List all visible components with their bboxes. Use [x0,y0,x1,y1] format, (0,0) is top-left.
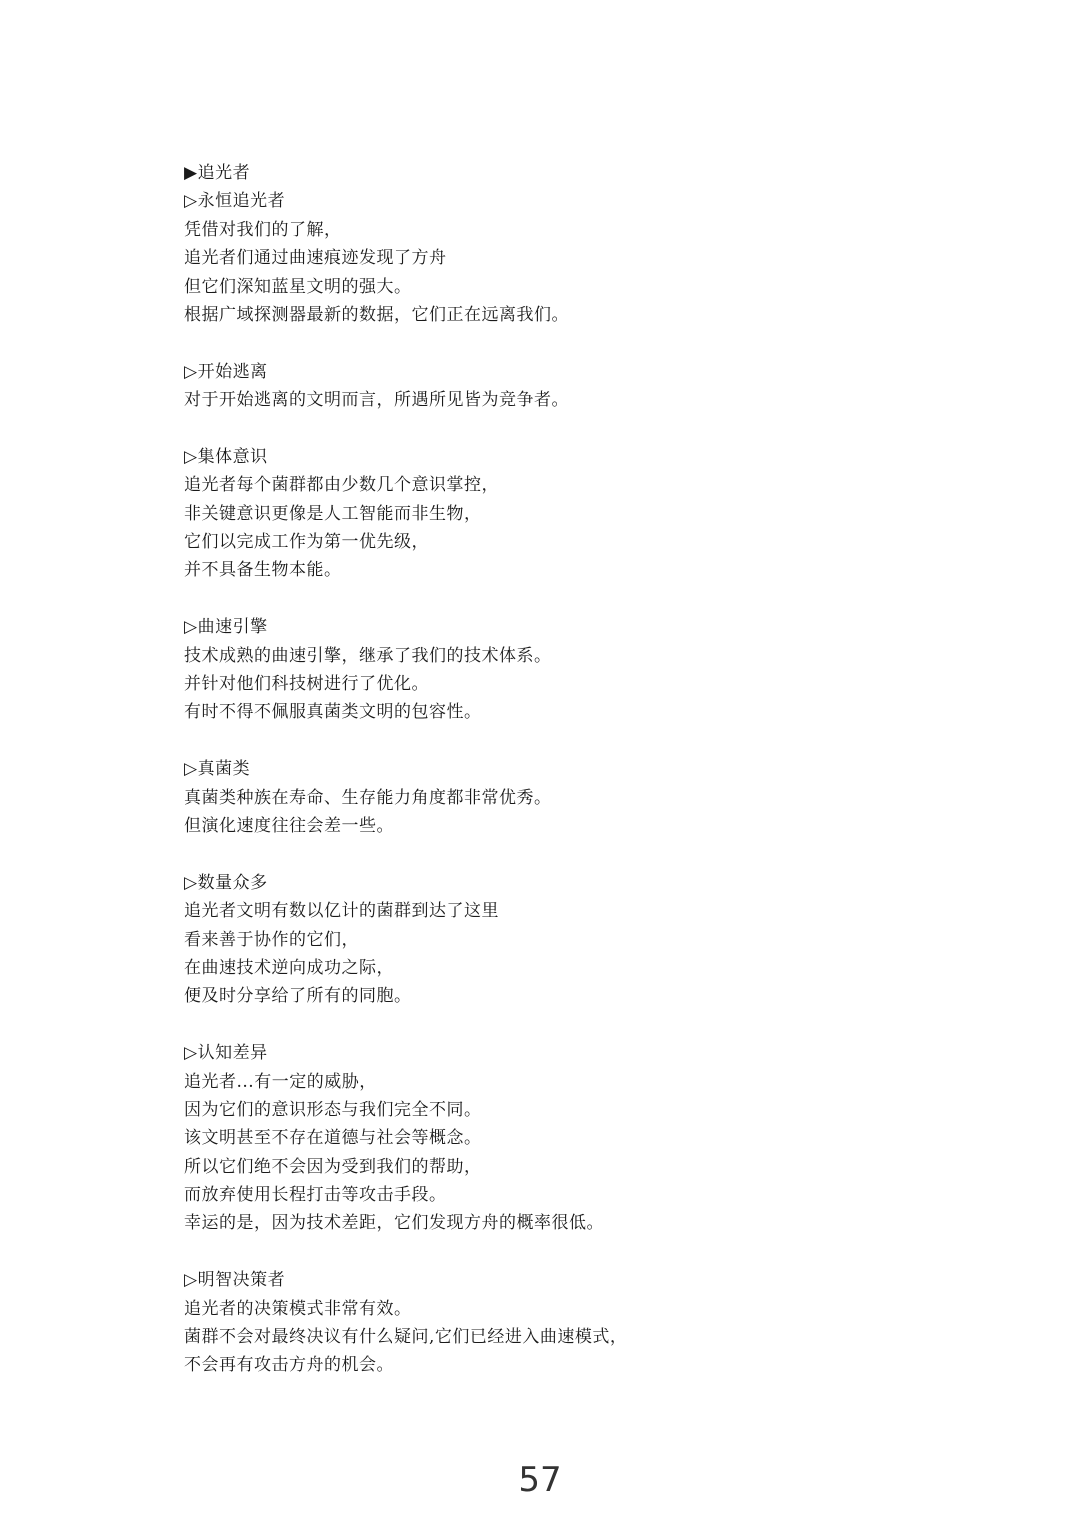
paragraph-gap [184,1238,1044,1266]
page-number: 57 [518,1460,562,1500]
section-heading: ▷集体意识 [184,446,268,467]
text-line: 根据广域探测器最新的数据，它们正在远离我们。 [184,304,569,325]
paragraph-gap [184,329,1044,357]
text-line: 追光者每个菌群都由少数几个意识掌控， [184,475,499,496]
text-line: 便及时分享给了所有的同胞。 [184,986,412,1007]
document-body [184,159,1044,1380]
text-line: 它们以完成工作为第一优先级， [184,532,429,553]
text-line: 凭借对我们的了解， [184,219,342,240]
paragraph-gap [184,415,1044,443]
text-line: 对于开始逃离的文明而言，所遇所见皆为竞争者。 [184,390,569,411]
text-line: 追光者的决策模式非常有效。 [184,1298,412,1319]
text-line: 并不具备生物本能。 [184,560,342,581]
text-line: 幸运的是，因为技术差距，它们发现方舟的概率很低。 [184,1213,604,1234]
text-line: 菌群不会对最终决议有什么疑问,它们已经进入曲速模式， [184,1327,628,1348]
section-heading: ▷数量众多 [184,872,268,893]
paragraph-gap [184,727,1044,755]
text-line: 所以它们绝不会因为受到我们的帮助， [184,1156,482,1177]
section-heading: ▷永恒追光者 [184,191,286,212]
text-line: 并针对他们科技树进行了优化。 [184,674,429,695]
text-line: 该文明甚至不存在道德与社会等概念。 [184,1128,482,1149]
text-line: 但演化速度往往会差一些。 [184,815,394,836]
section-heading: ▷认知差异 [184,1043,268,1064]
text-line: 真菌类种族在寿命、生存能力角度都非常优秀。 [184,787,552,808]
text-line: 追光者...有一定的威胁， [184,1071,377,1092]
text-line: 在曲速技术逆向成功之际， [184,957,394,978]
section-heading: ▶追光者 [184,163,251,183]
text-line: 因为它们的意识形态与我们完全不同。 [184,1099,482,1120]
text-line: 追光者文明有数以亿计的菌群到达了这里 [184,901,499,922]
section-heading: ▷真菌类 [184,759,251,780]
text-line: 技术成熟的曲速引擎，继承了我们的技术体系。 [184,645,552,666]
paragraph-gap [184,1011,1044,1039]
section-heading: ▷明智决策者 [184,1270,286,1291]
text-line: 有时不得不佩服真菌类文明的包容性。 [184,702,482,723]
section-heading: ▷开始逃离 [184,361,268,382]
text-line: 而放弃使用长程打击等攻击手段。 [184,1185,447,1206]
text-line: 看来善于协作的它们， [184,929,359,950]
text-line: 非关键意识更像是人工智能而非生物， [184,503,482,524]
section-heading: ▷曲速引擎 [184,617,268,638]
text-line: 追光者们通过曲速痕迹发现了方舟 [184,248,447,269]
text-line: 不会再有攻击方舟的机会。 [184,1355,394,1376]
paragraph-gap [184,585,1044,613]
paragraph-gap [184,840,1044,868]
text-line: 但它们深知蓝星文明的强大。 [184,276,412,297]
